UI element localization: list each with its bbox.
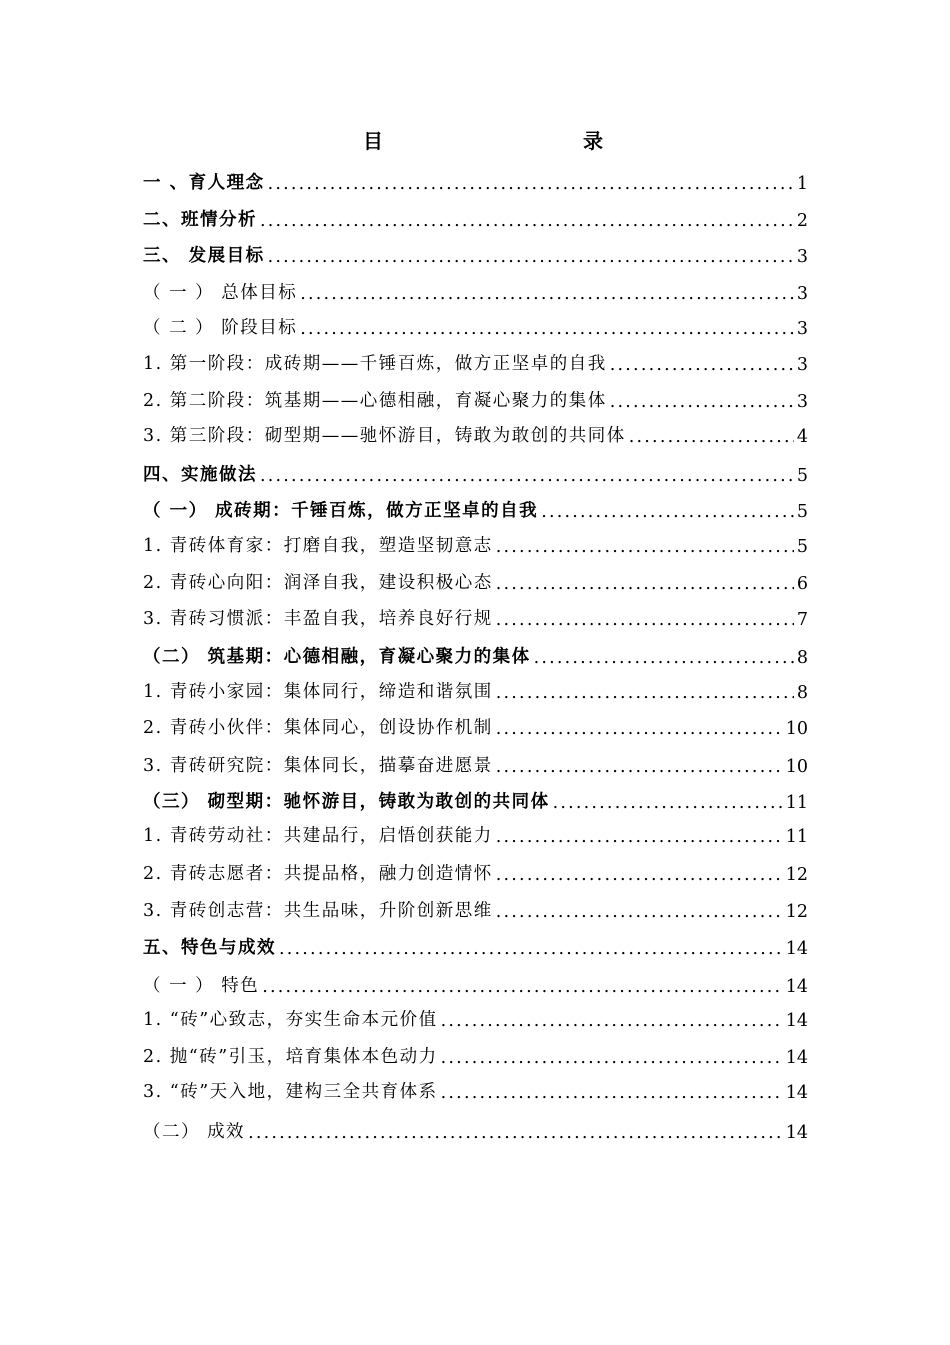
toc-entry-label: （二） 成效: [143, 1122, 246, 1142]
toc-title-left: 目: [363, 129, 383, 153]
toc-entry-page: 5: [796, 466, 808, 486]
toc-entry[interactable]: [143, 971, 808, 997]
toc-entry-label: （ 一 ） 特色: [143, 976, 260, 996]
toc-leader-dots: [496, 827, 783, 847]
toc-entry[interactable]: [143, 1077, 808, 1103]
toc-entry-page: 7: [796, 610, 808, 630]
toc-leader-dots: [496, 537, 794, 557]
toc-leader-dots: [268, 174, 794, 194]
toc-entry[interactable]: [143, 496, 808, 522]
toc-entry-page: 5: [796, 502, 808, 522]
toc-entry-label: 3. 第三阶段：砌型期——驰怀游目，铸敢为敢创的共同体: [143, 426, 626, 446]
toc-entry-page: 14: [785, 1123, 808, 1143]
toc-leader-dots: [300, 319, 794, 339]
toc-title-right: 录: [583, 129, 603, 153]
toc-leader-dots: [496, 865, 783, 885]
toc-entry[interactable]: [143, 531, 808, 557]
toc-entry-page: 14: [785, 977, 808, 997]
toc-entry-label: 2. 青砖小伙伴：集体同心，创设协作机制: [143, 718, 493, 738]
toc-leader-dots: [496, 610, 794, 630]
toc-entry-page: 10: [785, 757, 808, 777]
toc-entry-label: 2. 抛“砖”引玉，培育集体本色动力: [143, 1047, 438, 1067]
toc-entry-label: 四、实施做法: [143, 465, 257, 485]
toc-leader-dots: [541, 502, 794, 522]
toc-leader-dots: [496, 574, 794, 594]
toc-entry-label: 2. 青砖志愿者：共提品格，融力创造情怀: [143, 864, 493, 884]
toc-entry[interactable]: [143, 642, 808, 668]
toc-entry[interactable]: [143, 751, 808, 777]
toc-entry-label: （ 一 ） 总体目标: [143, 283, 298, 303]
toc-entry-page: 11: [785, 793, 808, 813]
toc-leader-dots: [496, 683, 794, 703]
toc-entry-label: 1. “砖”心致志，夯实生命本元价值: [143, 1010, 438, 1030]
toc-entry[interactable]: [143, 568, 808, 594]
toc-entry-label: （三） 砌型期：驰怀游目，铸敢为敢创的共同体: [143, 792, 550, 812]
toc-entry[interactable]: [143, 421, 808, 447]
toc-entry-page: 14: [785, 939, 808, 959]
toc-entry-page: 12: [785, 865, 808, 885]
toc-entry[interactable]: [143, 933, 808, 959]
toc-entry-page: 12: [785, 902, 808, 922]
toc-entry[interactable]: [143, 1117, 808, 1143]
toc-entry-label: 2. 青砖心向阳：润泽自我，建设积极心态: [143, 573, 493, 593]
toc-entry-page: 8: [796, 683, 808, 703]
toc-entry[interactable]: [143, 313, 808, 339]
toc-entry[interactable]: [143, 349, 808, 375]
toc-entry[interactable]: [143, 604, 808, 630]
toc-leader-dots: [268, 247, 794, 267]
toc-leader-dots: [260, 466, 794, 486]
toc-leader-dots: [262, 977, 783, 997]
toc-leader-dots: [610, 355, 794, 375]
toc-entry[interactable]: [143, 1005, 808, 1031]
toc-entry-page: 14: [785, 1011, 808, 1031]
toc-entry-page: 8: [796, 648, 808, 668]
toc-entry-page: 14: [785, 1083, 808, 1103]
toc-entry[interactable]: [143, 241, 808, 267]
toc-leader-dots: [534, 648, 794, 668]
toc-leader-dots: [441, 1011, 783, 1031]
toc-leader-dots: [441, 1083, 783, 1103]
toc-entry-page: 3: [796, 284, 808, 304]
toc-entry-page: 4: [796, 427, 808, 447]
toc-leader-dots: [553, 793, 783, 813]
toc-entry-label: 二、班情分析: [143, 210, 257, 230]
toc-entry[interactable]: [143, 205, 808, 231]
toc-entry-label: （ 一） 成砖期：千锤百炼，做方正坚卓的自我: [143, 501, 539, 521]
toc-entry-page: 3: [796, 392, 808, 412]
toc-entry[interactable]: [143, 713, 808, 739]
toc-entry[interactable]: [143, 278, 808, 304]
toc-entry[interactable]: [143, 821, 808, 847]
toc-leader-dots: [496, 902, 783, 922]
toc-entry-label: 五、特色与成效: [143, 938, 276, 958]
toc-entry[interactable]: [143, 168, 808, 194]
toc-leader-dots: [629, 427, 794, 447]
toc-entry[interactable]: [143, 677, 808, 703]
toc-title: [0, 125, 950, 155]
toc-entry[interactable]: [143, 787, 808, 813]
toc-entry[interactable]: [143, 1042, 808, 1068]
toc-entry-label: 一 、育人理念: [143, 173, 265, 193]
toc-leader-dots: [248, 1123, 783, 1143]
toc-entry[interactable]: [143, 859, 808, 885]
toc-entry-label: 1. 青砖劳动社：共建品行，启悟创获能力: [143, 826, 493, 846]
toc-entry-label: 1. 第一阶段：成砖期——千锤百炼，做方正坚卓的自我: [143, 354, 607, 374]
toc-entry-label: 2. 第二阶段：筑基期——心德相融，育凝心聚力的集体: [143, 391, 607, 411]
toc-entry-label: 1. 青砖小家园：集体同行，缔造和谐氛围: [143, 682, 493, 702]
toc-entry-page: 5: [796, 537, 808, 557]
toc-entry-label: 3. 青砖研究院：集体同长，描摹奋进愿景: [143, 756, 493, 776]
toc-entry-label: （ 二 ） 阶段目标: [143, 318, 298, 338]
toc-entry-page: 1: [796, 174, 808, 194]
toc-entry-label: 3. “砖”天入地，建构三全共育体系: [143, 1082, 438, 1102]
toc-entry[interactable]: [143, 460, 808, 486]
toc-entry-page: 2: [796, 211, 808, 231]
toc-entry-page: 6: [796, 574, 808, 594]
toc-entry-page: 3: [796, 355, 808, 375]
toc-leader-dots: [300, 284, 794, 304]
toc-leader-dots: [610, 392, 794, 412]
toc-entry-page: 3: [796, 319, 808, 339]
toc-entry-page: 3: [796, 247, 808, 267]
toc-entry-label: （二） 筑基期：心德相融，育凝心聚力的集体: [143, 647, 531, 667]
toc-entry-page: 14: [785, 1048, 808, 1068]
toc-entry-label: 1. 青砖体育家：打磨自我，塑造坚韧意志: [143, 536, 493, 556]
toc-leader-dots: [496, 757, 783, 777]
toc-leader-dots: [260, 211, 794, 231]
toc-leader-dots: [279, 939, 783, 959]
toc-entry[interactable]: [143, 386, 808, 412]
toc-entry-label: 3. 青砖创志营：共生品味，升阶创新思维: [143, 901, 493, 921]
toc-entry[interactable]: [143, 896, 808, 922]
toc-leader-dots: [496, 719, 783, 739]
toc-entry-label: 三、 发展目标: [143, 246, 265, 266]
toc-entry-page: 11: [785, 827, 808, 847]
toc-entry-label: 3. 青砖习惯派：丰盈自我，培养良好行规: [143, 609, 493, 629]
toc-leader-dots: [441, 1048, 783, 1068]
toc-entry-page: 10: [785, 719, 808, 739]
